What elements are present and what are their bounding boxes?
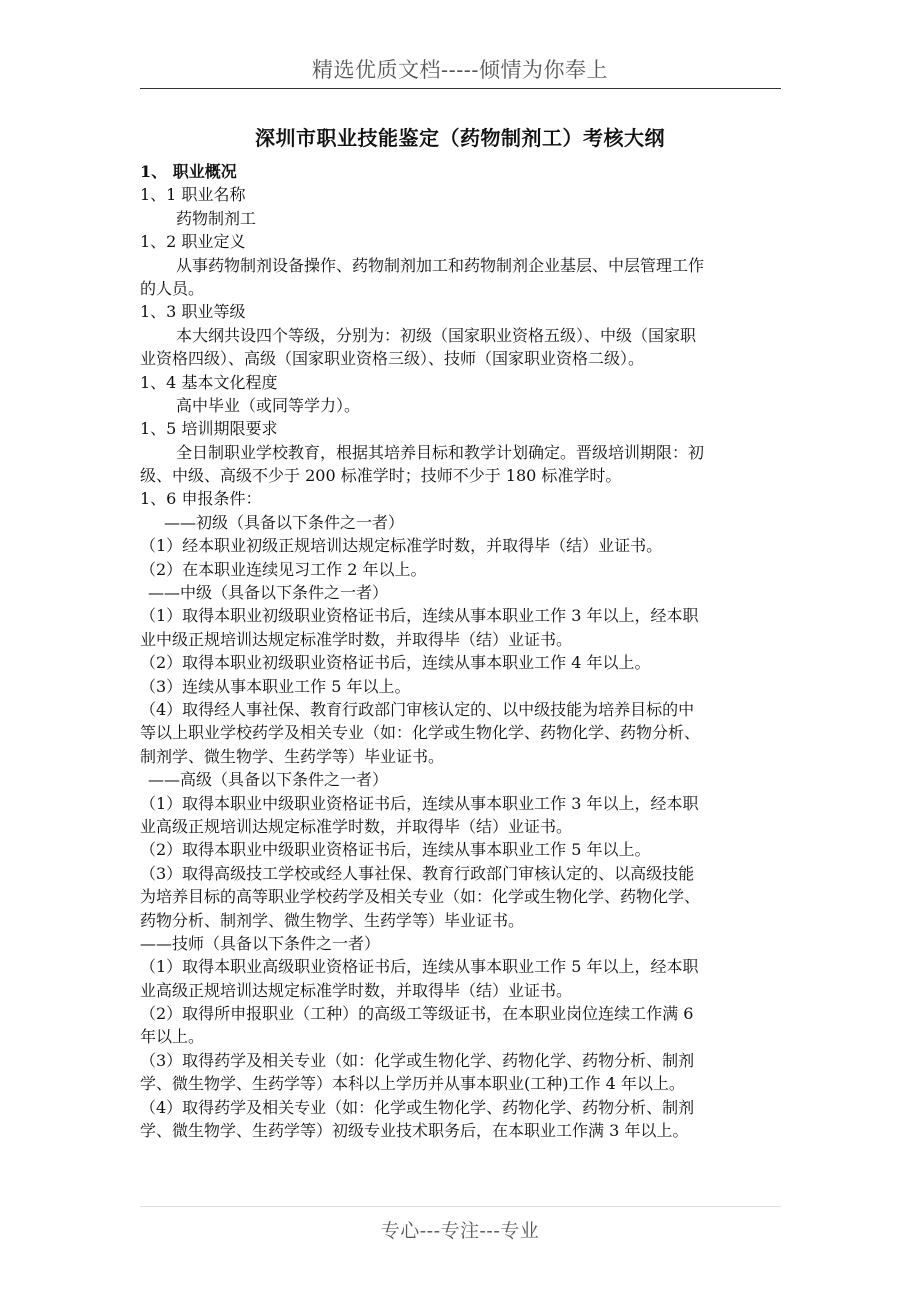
page-footer: 专心---专注---专业 [380, 1220, 540, 1242]
condition-line: （2）取得所申报职业（工种）的高级工等级证书，在本职业岗位连续工作满 6 [140, 1004, 694, 1024]
footer-divider [140, 1206, 781, 1207]
condition-line: 制剂学、微生物学、生药学等）毕业证书。 [140, 746, 445, 766]
subsection-heading: 1、4 基本文化程度 [140, 372, 278, 392]
condition-line: 学、微生物学、生药学等）初级专业技术职务后，在本职业工作满 3 年以上。 [140, 1121, 689, 1141]
condition-line: （1）经本职业初级正规培训达规定标准学时数，并取得毕（结）业证书。 [140, 536, 663, 556]
subsection-heading: 1、2 职业定义 [140, 232, 246, 252]
condition-line: 学、微生物学、生药学等）本科以上学历并从事本职业(工种)工作 4 年以上。 [140, 1074, 685, 1094]
condition-line: 药物分析、制剂学、微生物学、生药学等）毕业证书。 [140, 910, 525, 930]
condition-line: （1）取得本职业中级职业资格证书后，连续从事本职业工作 3 年以上，经本职 [140, 793, 699, 813]
condition-line: （4）取得经人事社保、教育行政部门审核认定的、以中级技能为培养目标的中 [140, 699, 695, 719]
paragraph-line: 从事药物制剂设备操作、药物制剂加工和药物制剂企业基层、中层管理工作 [176, 255, 705, 275]
condition-line: （2）取得本职业中级职业资格证书后，连续从事本职业工作 5 年以上。 [140, 840, 651, 860]
document-title: 深圳市职业技能鉴定（药物制剂工）考核大纲 [255, 126, 665, 150]
condition-line: 业高级正规培训达规定标准学时数，并取得毕（结）业证书。 [140, 980, 573, 1000]
page-header: 精选优质文档-----倾情为你奉上 [312, 58, 608, 82]
level-heading: ——技师（具备以下条件之一者） [140, 933, 381, 953]
subsection-heading: 1、3 职业等级 [140, 302, 246, 322]
document-body [140, 160, 780, 1142]
section-heading: 1、 职业概况 [140, 162, 237, 181]
paragraph-line: 业资格四级）、高级（国家职业资格三级）、技师（国家职业资格二级）。 [140, 349, 645, 369]
header-divider [140, 88, 781, 89]
subsection-heading: 1、5 培训期限要求 [140, 419, 278, 439]
condition-line: （2）在本职业连续见习工作 2 年以上。 [140, 559, 427, 579]
condition-line: 为培养目标的高等职业学校药学及相关专业（如：化学或生物化学、药物化学、 [140, 887, 701, 907]
paragraph-line: 的人员。 [140, 278, 205, 298]
condition-line: 年以上。 [140, 1027, 205, 1047]
condition-line: （3）取得高级技工学校或经人事社保、教育行政部门审核认定的、以高级技能 [140, 863, 695, 883]
condition-line: （1）取得本职业初级职业资格证书后，连续从事本职业工作 3 年以上，经本职 [140, 606, 699, 626]
condition-line: （2）取得本职业初级职业资格证书后，连续从事本职业工作 4 年以上。 [140, 653, 651, 673]
condition-line: （3）取得药学及相关专业（如：化学或生物化学、药物化学、药物分析、制剂 [140, 1050, 695, 1070]
subsection-heading: 1、1 职业名称 [140, 185, 246, 205]
paragraph-line: 药物制剂工 [176, 208, 257, 228]
condition-line: 等以上职业学校药学及相关专业（如：化学或生物化学、药物化学、药物分析、 [140, 723, 701, 743]
condition-line: （3）连续从事本职业工作 5 年以上。 [140, 676, 411, 696]
paragraph-line: 本大纲共设四个等级，分别为：初级（国家职业资格五级）、中级（国家职 [176, 325, 697, 345]
level-heading: ——高级（具备以下条件之一者） [148, 770, 389, 790]
level-heading: ——初级（具备以下条件之一者） [164, 512, 405, 532]
condition-line: 业高级正规培训达规定标准学时数，并取得毕（结）业证书。 [140, 816, 573, 836]
condition-line: 业中级正规培训达规定标准学时数，并取得毕（结）业证书。 [140, 629, 573, 649]
paragraph-line: 高中毕业（或同等学力）。 [176, 395, 361, 415]
subsection-heading: 1、6 申报条件： [140, 489, 262, 509]
condition-line: （4）取得药学及相关专业（如：化学或生物化学、药物化学、药物分析、制剂 [140, 1097, 695, 1117]
paragraph-line: 全日制职业学校教育，根据其培养目标和教学计划确定。晋级培训期限：初 [176, 442, 705, 462]
paragraph-line: 级、中级、高级不少于 200 标准学时；技师不少于 180 标准学时。 [140, 466, 622, 486]
level-heading: ——中级（具备以下条件之一者） [148, 583, 389, 603]
condition-line: （1）取得本职业高级职业资格证书后，连续从事本职业工作 5 年以上，经本职 [140, 957, 699, 977]
